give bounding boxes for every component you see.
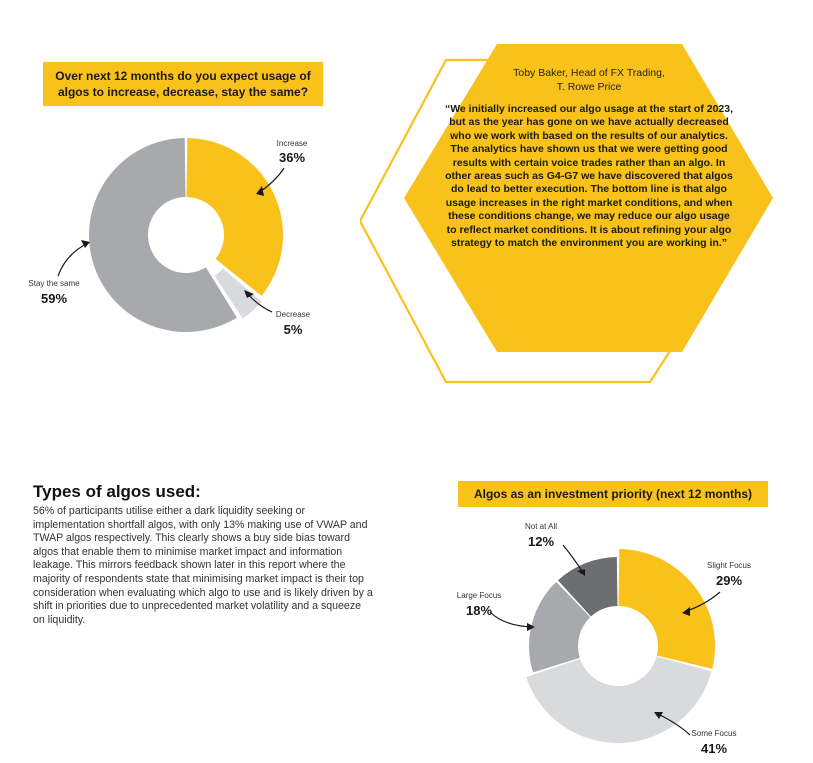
value-some-focus: 41%: [700, 741, 728, 756]
donut-chart-investment-priority: [440, 510, 813, 763]
value-slight-focus: 29%: [715, 573, 743, 588]
value-large-focus: 18%: [465, 603, 493, 618]
label-some-focus: Some Focus: [691, 729, 737, 738]
label-slight-focus: Slight Focus: [706, 561, 752, 570]
types-body: 56% of participants utilise either a dark liquidity seeking or implementation shortfall algos, with only 13% making use of VWAP and TWAP algos respectively. This clearly shows a buy side bias toward algos that enable them to minimise market impact and information leakage. This mirrors feedback shown later in this report where the majority of respondents state that minimising market impact is their top consideration when evaluating which algo to use and is likely driven by a shift in priorities due to unprecedented market volatility and a squeeze on liquidity.: [33, 505, 373, 626]
label-large-focus: Large Focus: [456, 591, 502, 600]
survey1-banner-text: Over next 12 months do you expect usage of algos to increase, decrease, stay the same?: [55, 69, 311, 99]
value-decrease: 5%: [283, 322, 303, 337]
label-increase: Increase: [276, 139, 308, 148]
survey2-banner: [458, 481, 768, 507]
arrow-stay-same: [58, 243, 88, 276]
label-stay-the-same: Stay the same: [28, 279, 80, 288]
value-increase: 36%: [278, 150, 306, 165]
label-decrease: Decrease: [275, 310, 311, 319]
donut-chart-usage-expectation: [0, 110, 380, 370]
types-heading: Types of algos used:: [33, 482, 201, 501]
donut2-slices: [526, 549, 715, 743]
quote-text: “We initially increased our algo usage at the start of 2023, but as the year has gone on we have actually decreased who we work with based on the results of our analytics. The analytics have shown us that we were getting good results with certain voice trades rather than an algo. In other areas such as G4-G7 we have discovered that algos do lead to better execution. The bottom line is that algo usage increases in the right market conditions, and when these conditions change, we may reduce our algo usage to reflect market conditions. It is about refining your algo strategy to match the environment you are working in.”: [444, 103, 734, 250]
donut1-slices: [89, 138, 283, 332]
survey2-banner-text: Algos as an investment priority (next 12 months): [473, 487, 753, 501]
survey1-banner: [43, 62, 323, 106]
quote-author: Toby Baker, Head of FX Trading, T. Rowe Price: [513, 67, 665, 93]
value-not-at-all: 12%: [527, 534, 555, 549]
value-stay-the-same: 59%: [40, 291, 68, 306]
label-not-at-all: Not at All: [524, 522, 557, 531]
